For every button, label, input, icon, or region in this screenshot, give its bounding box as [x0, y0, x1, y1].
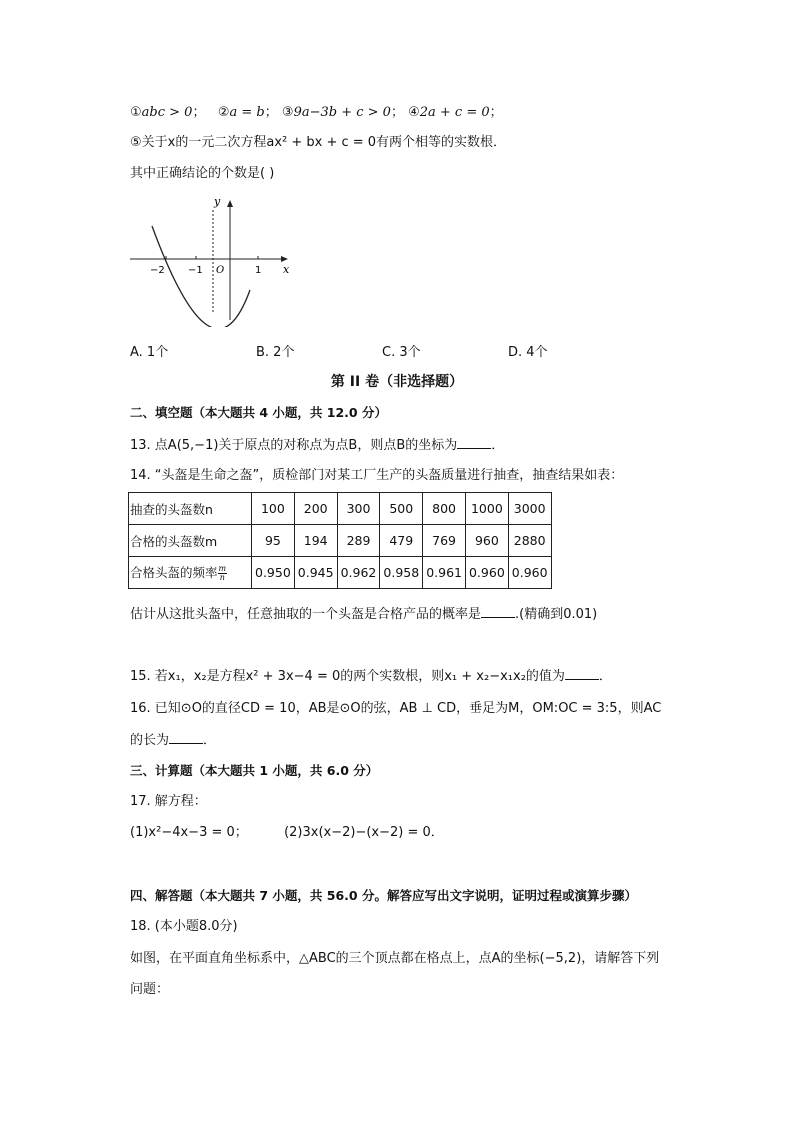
separator: ；: [390, 105, 404, 120]
table-cell: 289: [337, 525, 380, 557]
table-cell: 100: [252, 493, 295, 525]
table-cell: 479: [380, 525, 423, 557]
parabola-curve: [152, 226, 250, 327]
equation-2: (2)3x(x−2)−(x−2) = 0．: [284, 825, 444, 840]
section-2-heading: 二、填空题（本大题共 4 小题，共 12.0 分）: [130, 405, 387, 420]
question-15-end: ．: [598, 669, 612, 684]
table-cell: 500: [380, 493, 423, 525]
y-axis-arrow: [227, 200, 233, 207]
answer-blank[interactable]: [457, 436, 491, 449]
question-17: 17. 解方程：: [130, 794, 207, 809]
conclusions-line-1: [130, 103, 503, 123]
question-18: 18. (本小题8.0分): [130, 919, 238, 934]
table-cell: 0.958: [380, 557, 423, 589]
conclusion-5: ⑤关于x的一元二次方程ax² + bx + c = 0有两个相等的实数根．: [130, 135, 507, 150]
tick-m2-label: −2: [150, 265, 165, 276]
table-cell: 2880: [508, 525, 551, 557]
conclusion-1-marker: ①: [130, 105, 142, 120]
question-15-text: 15. 若x₁，x₂是方程x² + 3x−4 = 0的两个实数根，则x₁ + x₂−x₁x₂的值为: [130, 669, 565, 684]
conclusion-2-marker: ②: [217, 105, 230, 120]
question-16-text: 的长为: [130, 733, 170, 748]
question-16-end: ．: [203, 733, 217, 748]
table-row: [129, 557, 552, 589]
table-cell: 960: [465, 525, 508, 557]
conclusion-2-expr: a = b: [229, 105, 265, 120]
answer-blank[interactable]: [565, 667, 599, 680]
conclusion-4-expr: 2a + c = 0: [419, 105, 490, 120]
section-4-heading: 四、解答题（本大题共 7 小题，共 56.0 分。解答应写出文字说明，证明过程或演算步骤）: [130, 888, 637, 903]
question-17-equations: [130, 823, 444, 843]
option-b[interactable]: B. 2个: [256, 345, 295, 360]
question-16: 16. 已知⊙O的直径CD = 10，AB是⊙O的弦，AB ⊥ CD，垂足为M，OM:OC = 3:5，则AC: [130, 701, 662, 716]
question-16-line-2: [130, 731, 216, 751]
table-cell: 800: [423, 493, 466, 525]
table-row: [129, 493, 552, 525]
fraction-numerator: m: [218, 564, 227, 573]
table-cell: 0.962: [337, 557, 380, 589]
row-1-header: 抽查的头盔数n: [129, 493, 252, 525]
conclusion-4-marker: ④: [408, 105, 420, 120]
table-cell: 0.950: [252, 557, 295, 589]
option-a[interactable]: A. 1个: [130, 345, 169, 360]
question-14-estimate: [130, 605, 597, 625]
row-3-header-text: 合格头盔的频率: [130, 565, 218, 580]
table-cell: 0.960: [508, 557, 551, 589]
section-3-heading: 三、计算题（本大题共 1 小题，共 6.0 分）: [130, 763, 379, 778]
conclusion-3-expr: 9a−3b + c > 0: [293, 105, 391, 120]
option-d[interactable]: D. 4个: [508, 345, 548, 360]
equation-1: (1)x²−4x−3 = 0；: [130, 825, 248, 840]
y-label: y: [214, 195, 221, 208]
separator: ；: [264, 105, 278, 120]
part2-title: 第 II 卷（非选择题）: [330, 374, 464, 390]
question-14: 14. “头盔是生命之盔”，质检部门对某工厂生产的头盔质量进行抽查，抽查结果如表：: [130, 468, 624, 483]
tick-m1-label: −1: [188, 265, 203, 276]
question-15: [130, 667, 612, 687]
table-cell: 95: [252, 525, 295, 557]
x-axis-arrow: [281, 256, 288, 262]
fraction-denominator: n: [219, 573, 225, 582]
question-14-estimate-text: 估计从这批头盔中，任意抽取的一个头盔是合格产品的概率是: [130, 607, 482, 622]
conclusion-3-marker: ③: [281, 105, 294, 120]
table-cell: 1000: [465, 493, 508, 525]
table-cell: 194: [294, 525, 337, 557]
separator: ；: [192, 105, 206, 120]
separator: ；: [489, 105, 503, 120]
question-14-precision: .(精确到0.01): [515, 607, 598, 622]
question-13-text: 13. 点A(5,−1)关于原点的对称点为点B，则点B的坐标为: [130, 438, 458, 453]
frequency-table: [128, 492, 552, 589]
table-cell: 0.961: [423, 557, 466, 589]
tick-1-label: 1: [255, 265, 262, 276]
option-c[interactable]: C. 3个: [382, 345, 421, 360]
table-row: [129, 525, 552, 557]
answer-blank[interactable]: [169, 731, 203, 744]
question-13: [130, 436, 504, 456]
x-label: x: [283, 263, 290, 276]
answer-blank[interactable]: [481, 605, 515, 618]
table-cell: 3000: [508, 493, 551, 525]
parabola-graph: [128, 192, 298, 327]
question-stem: 其中正确结论的个数是( ): [130, 166, 275, 181]
table-cell: 300: [337, 493, 380, 525]
row-2-header: 合格的头盔数m: [129, 525, 252, 557]
question-18-text-2: 问题：: [130, 982, 170, 997]
conclusion-1-expr: abc > 0: [141, 105, 193, 120]
question-13-end: ．: [491, 438, 505, 453]
table-cell: 0.960: [465, 557, 508, 589]
origin-label: O: [216, 265, 225, 276]
table-cell: 769: [423, 525, 466, 557]
table-cell: 0.945: [294, 557, 337, 589]
table-cell: 200: [294, 493, 337, 525]
question-18-text-1: 如图，在平面直角坐标系中，△ABC的三个顶点都在格点上，点A的坐标(−5,2)，请解答下列: [130, 951, 660, 966]
row-3-header: [129, 557, 252, 589]
fraction-m-over-n: [218, 565, 228, 582]
